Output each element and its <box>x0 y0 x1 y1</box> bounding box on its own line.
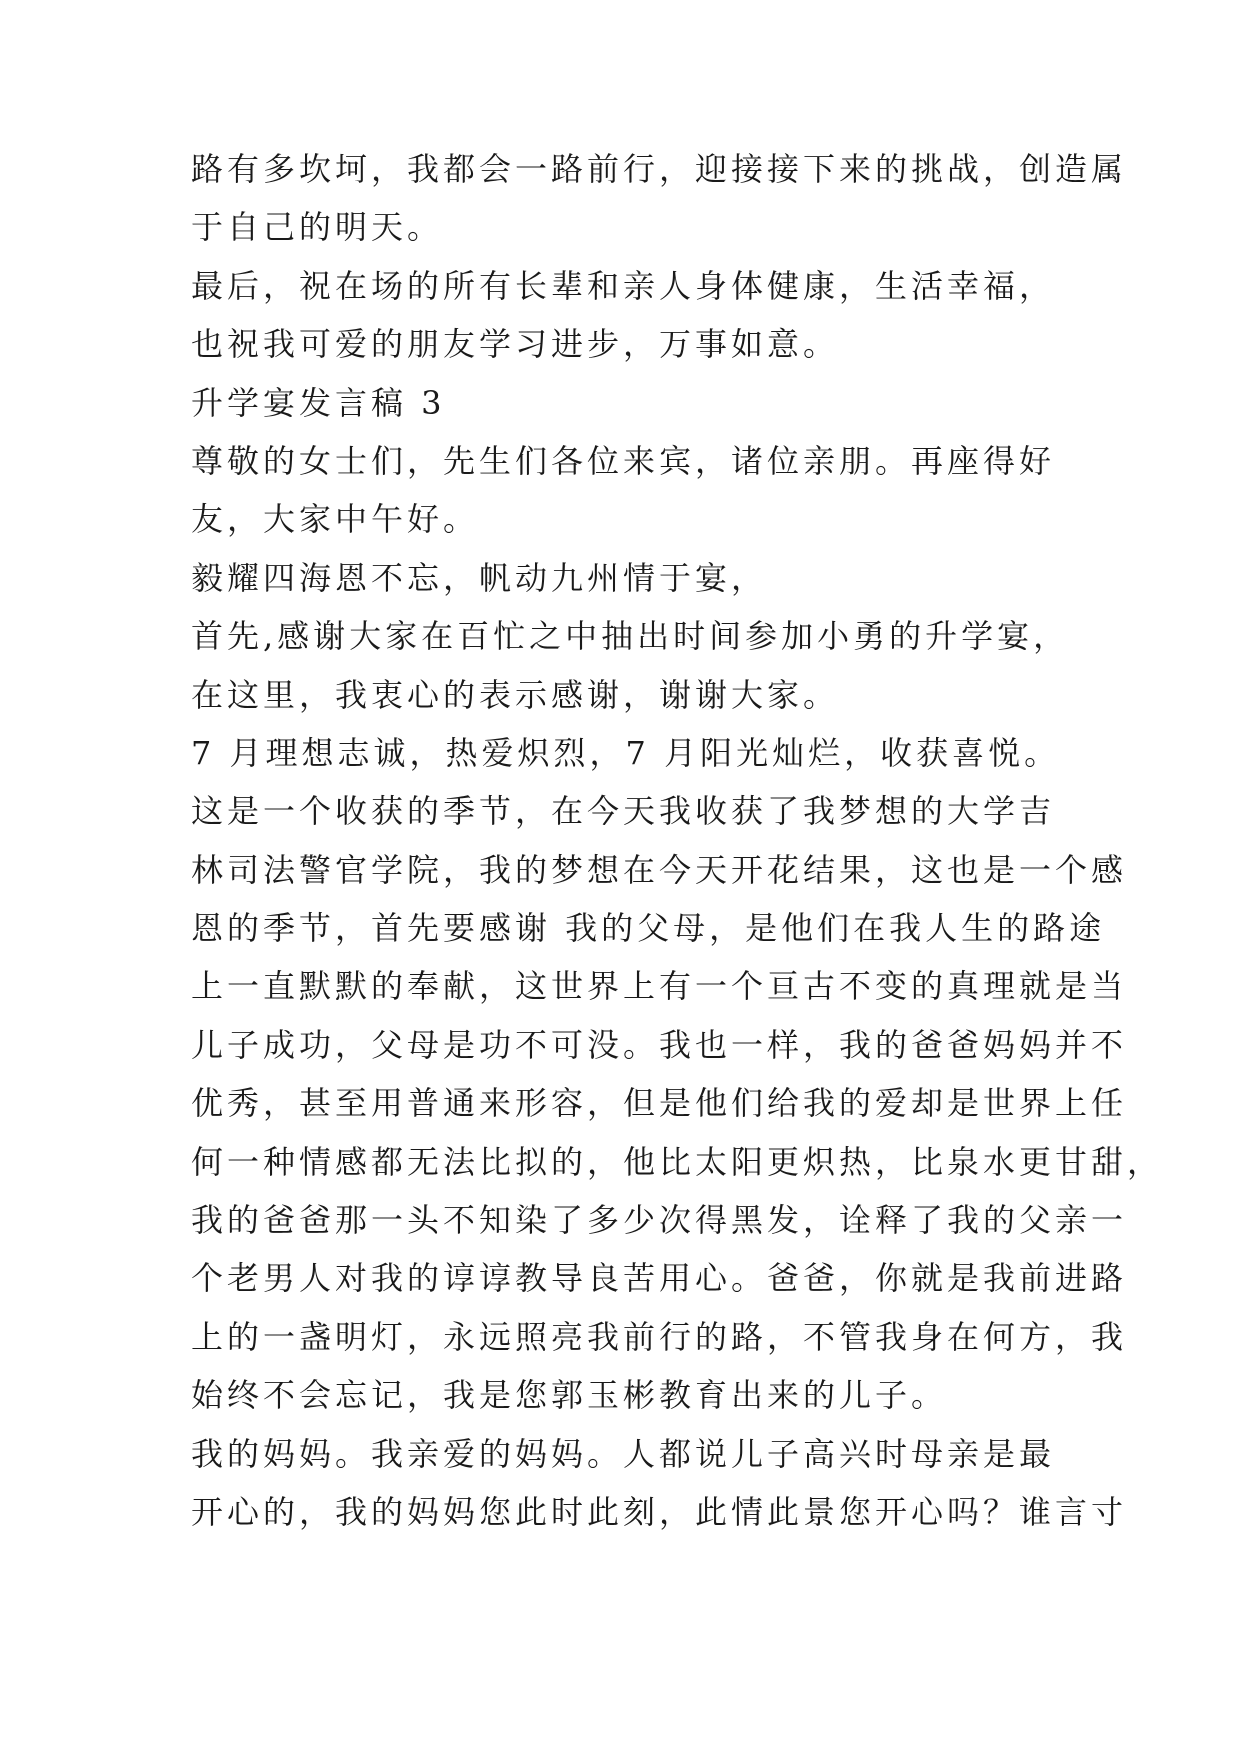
text-line-24: 开心的，我的妈妈您此时此刻，此情此景您开心吗？谁言寸 <box>191 1492 1128 1531</box>
text-line-15: 上一直默默的奉献，这世界上有一个亘古不变的真理就是当 <box>191 967 1128 1006</box>
document-page <box>191 140 1164 1541</box>
text-line-12: 这是一个收获的季节，在今天我收获了我梦想的大学吉 <box>191 792 1056 831</box>
text-line-3: 最后，祝在场的所有长辈和亲人身体健康，生活幸福， <box>191 266 1056 305</box>
text-line-22: 始终不会忘记，我是您郭玉彬教育出来的儿子。 <box>191 1376 948 1415</box>
text-line-9: 首先,感谢大家在百忙之中抽出时间参加小勇的升学宴， <box>191 617 1070 656</box>
text-line-2: 于自己的明天。 <box>191 208 444 247</box>
text-line-18: 何一种情感都无法比拟的，他比太阳更炽热，比泉水更甘甜， <box>191 1142 1164 1181</box>
section-heading: 升学宴发言稿 3 <box>191 383 446 422</box>
text-line-21: 上的一盏明灯，永远照亮我前行的路，不管我身在何方，我 <box>191 1317 1128 1356</box>
text-line-16: 儿子成功，父母是功不可没。我也一样，我的爸爸妈妈并不 <box>191 1025 1128 1064</box>
text-line-7: 友，大家中午好。 <box>191 500 480 539</box>
text-line-14: 恩的季节，首先要感谢 我的父母，是他们在我人生的路途 <box>191 909 1106 948</box>
text-line-11: 7 月理想志诚，热爱炽烈，7 月阳光灿烂，收获喜悦。 <box>191 733 1061 772</box>
text-line-13: 林司法警官学院，我的梦想在今天开花结果，这也是一个感 <box>191 850 1128 889</box>
text-line-20: 个老男人对我的谆谆教导良苦用心。爸爸，你就是我前进路 <box>191 1259 1128 1298</box>
text-line-1: 路有多坎坷，我都会一路前行，迎接接下来的挑战，创造属 <box>191 150 1128 188</box>
text-line-8: 毅耀四海恩不忘，帆动九州情于宴， <box>191 558 768 597</box>
text-line-17: 优秀，甚至用普通来形容，但是他们给我的爱却是世界上任 <box>191 1084 1128 1123</box>
text-line-6: 尊敬的女士们，先生们各位来宾，诸位亲朋。再座得好 <box>191 441 1056 480</box>
text-line-23: 我的妈妈。我亲爱的妈妈。人都说儿子高兴时母亲是最 <box>191 1434 1056 1473</box>
text-line-19: 我的爸爸那一头不知染了多少次得黑发，诠释了我的父亲一 <box>191 1201 1128 1240</box>
text-line-10: 在这里，我衷心的表示感谢，谢谢大家。 <box>191 675 840 714</box>
text-line-4: 也祝我可爱的朋友学习进步，万事如意。 <box>191 325 840 364</box>
